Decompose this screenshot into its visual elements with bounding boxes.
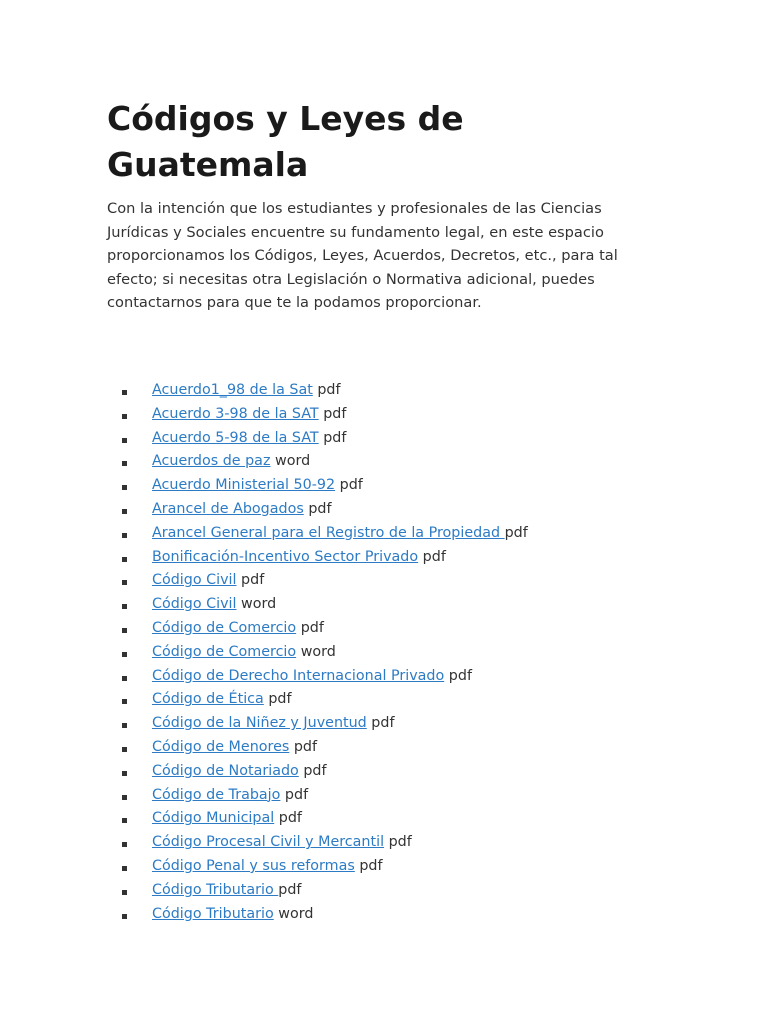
file-type-label: pdf bbox=[418, 548, 446, 565]
list-item bbox=[116, 379, 528, 403]
file-type-label: pdf bbox=[384, 834, 412, 851]
list-item bbox=[116, 474, 528, 498]
document-link[interactable]: Arancel General para el Registro de la Propiedad bbox=[152, 524, 505, 541]
file-type-label: pdf bbox=[504, 524, 528, 541]
bullet-icon bbox=[122, 414, 127, 419]
bullet-icon bbox=[122, 818, 127, 823]
bullet-icon bbox=[122, 890, 127, 895]
bullet-icon bbox=[122, 438, 127, 443]
bullet-icon bbox=[122, 747, 127, 752]
file-type-label: pdf bbox=[318, 429, 347, 446]
bullet-icon bbox=[122, 580, 127, 585]
bullet-icon bbox=[122, 842, 127, 847]
document-link[interactable]: Código Tributario bbox=[152, 881, 279, 898]
list-item bbox=[116, 427, 528, 451]
list-item bbox=[116, 760, 528, 784]
file-type-label: word bbox=[236, 596, 277, 613]
list-item bbox=[116, 712, 528, 736]
file-type-label: pdf bbox=[296, 619, 324, 636]
bullet-icon bbox=[122, 557, 127, 562]
bullet-icon bbox=[122, 699, 127, 704]
document-link[interactable]: Código de Derecho Internacional Privado bbox=[152, 667, 445, 684]
file-type-label: pdf bbox=[236, 572, 265, 589]
list-item bbox=[116, 546, 528, 570]
list-item bbox=[116, 831, 528, 855]
file-type-label: pdf bbox=[444, 667, 472, 684]
document-link[interactable]: Código de Comercio bbox=[152, 643, 297, 660]
file-type-label: pdf bbox=[318, 405, 347, 422]
bullet-icon bbox=[122, 771, 127, 776]
bullet-icon bbox=[122, 795, 127, 800]
document-link[interactable]: Código de Ética bbox=[152, 691, 264, 708]
bullet-icon bbox=[122, 676, 127, 681]
intro-paragraph: Con la intención que los estudiantes y profesionales de las Ciencias Jurídicas y Sociales encuentre su fundamento legal, en este espacio proporcionamos los Códigos, Leyes, Acuerdos, Decretos, etc., para tal efecto; si necesitas otra Legislación o Normativa adicional, puedes contactarnos para que te la podamos proporcionar. bbox=[107, 200, 618, 312]
list-item bbox=[116, 736, 528, 760]
document-link[interactable]: Acuerdo1_98 de la Sat bbox=[152, 382, 313, 398]
file-type-label: pdf bbox=[312, 382, 341, 398]
list-item bbox=[116, 903, 528, 927]
document-link[interactable]: Código Tributario bbox=[152, 905, 274, 922]
document-link[interactable]: Código de la Niñez y Juventud bbox=[152, 715, 367, 732]
file-type-label: pdf bbox=[274, 810, 302, 827]
bullet-icon bbox=[122, 604, 127, 609]
file-type-label: pdf bbox=[303, 500, 332, 517]
document-link[interactable]: Código Civil bbox=[152, 572, 237, 589]
bullet-icon bbox=[122, 461, 127, 466]
document-link[interactable]: Código de Trabajo bbox=[152, 786, 281, 803]
file-type-label: pdf bbox=[298, 762, 327, 779]
file-type-label: pdf bbox=[289, 738, 318, 755]
document-link[interactable]: Código Procesal Civil y Mercantil bbox=[152, 834, 385, 851]
list-item bbox=[116, 403, 528, 427]
list-item bbox=[116, 617, 528, 641]
document-link[interactable]: Código Civil bbox=[152, 596, 237, 613]
bullet-icon bbox=[122, 628, 127, 633]
page-title: Códigos y Leyes de Guatemala bbox=[107, 99, 464, 184]
file-type-label: pdf bbox=[335, 477, 363, 494]
document-list bbox=[116, 379, 528, 926]
list-item bbox=[116, 450, 528, 474]
document-link[interactable]: Código de Notariado bbox=[152, 762, 299, 779]
bullet-icon bbox=[122, 652, 127, 657]
document-link[interactable]: Arancel de Abogados bbox=[152, 500, 304, 517]
list-item bbox=[116, 784, 528, 808]
file-type-label: pdf bbox=[366, 715, 395, 732]
file-type-label: word bbox=[270, 453, 311, 470]
list-item bbox=[116, 569, 528, 593]
document-body bbox=[107, 96, 647, 315]
document-link[interactable]: Código Penal y sus reformas bbox=[152, 857, 355, 874]
list-item bbox=[116, 498, 528, 522]
list-item bbox=[116, 593, 528, 617]
bullet-icon bbox=[122, 533, 127, 538]
bullet-icon bbox=[122, 485, 127, 490]
document-link[interactable]: Código de Menores bbox=[152, 738, 290, 755]
document-link[interactable]: Código de Comercio bbox=[152, 619, 297, 636]
document-link[interactable]: Código Municipal bbox=[152, 810, 275, 827]
bullet-icon bbox=[122, 509, 127, 514]
bullet-icon bbox=[122, 866, 127, 871]
document-link[interactable]: Acuerdos de paz bbox=[152, 453, 271, 470]
list-item bbox=[116, 522, 528, 546]
document-link[interactable]: Acuerdo 3-98 de la SAT bbox=[152, 405, 319, 422]
bullet-icon bbox=[122, 723, 127, 728]
list-item bbox=[116, 665, 528, 689]
file-type-label: word bbox=[273, 905, 314, 922]
list-item bbox=[116, 688, 528, 712]
list-item bbox=[116, 855, 528, 879]
file-type-label: pdf bbox=[354, 857, 383, 874]
document-link[interactable]: Acuerdo 5-98 de la SAT bbox=[152, 429, 319, 446]
file-type-label: pdf bbox=[278, 881, 302, 898]
bullet-icon bbox=[122, 390, 127, 395]
file-type-label: pdf bbox=[280, 786, 309, 803]
file-type-label: word bbox=[296, 643, 336, 660]
bullet-icon bbox=[122, 914, 127, 919]
list-item bbox=[116, 641, 528, 665]
list-item bbox=[116, 879, 528, 903]
list-item bbox=[116, 807, 528, 831]
document-link[interactable]: Acuerdo Ministerial 50-92 bbox=[152, 477, 336, 494]
file-type-label: pdf bbox=[263, 691, 292, 708]
document-link[interactable]: Bonificación-Incentivo Sector Privado bbox=[152, 548, 419, 565]
